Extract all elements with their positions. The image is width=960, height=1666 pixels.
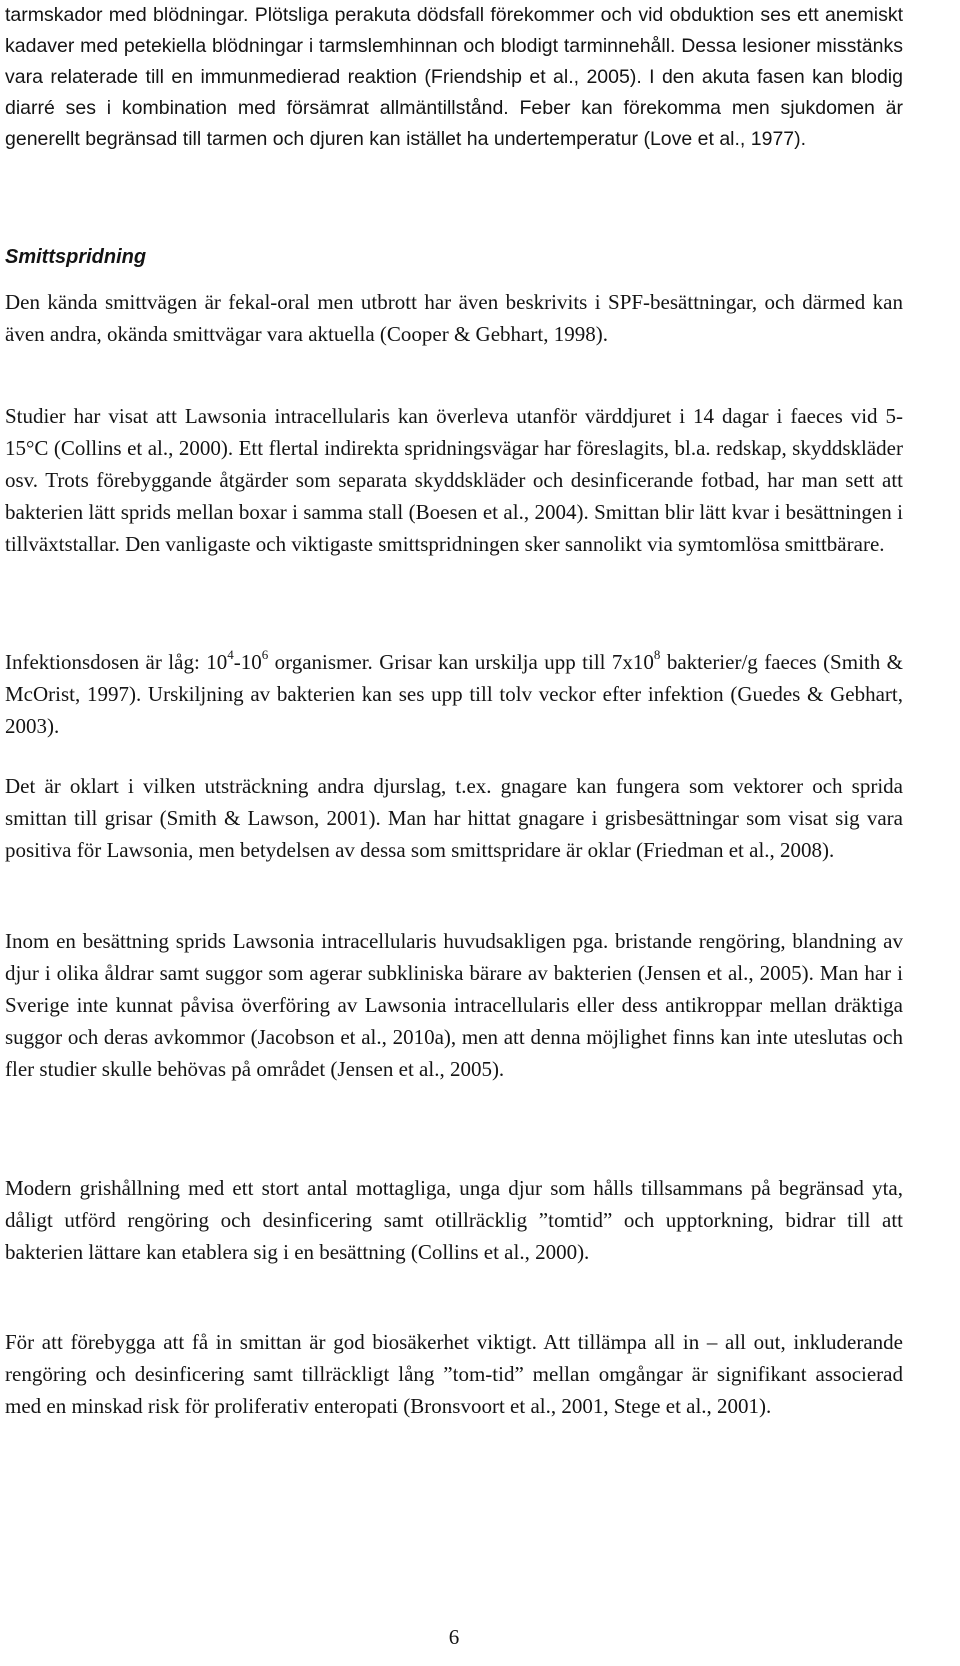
- paragraph-transmission-route: Den kända smittvägen är fekal-oral men utbrott har även beskrivits i SPF-besättningar, och därmed kan även andra, okända smittvägar vara aktuella (Cooper & Gebhart, 1998).: [5, 290, 903, 346]
- paragraph-modern-farming: Modern grishållning med ett stort antal mottagliga, unga djur som hålls tillsammans på begränsad yta, dåligt utförd rengöring och desinficering samt otillräcklig ”tomtid” och upptorkning, bidrar till att bakterien lättare kan etablera sig i en besättning (Collins et al., 2000).: [5, 1176, 903, 1264]
- paragraph-vectors: Det är oklart i vilken utsträckning andra djurslag, t.ex. gnagare kan fungera som vektorer och sprida smittan till grisar (Smith & Lawson, 2001). Man har hittat gnagare i grisbesättningar som visat sig vara positiva för Lawsonia, men betydelsen av dessa som smittspridare är oklar (Friedman et al., 2008).: [5, 774, 903, 862]
- page-number: 6: [448, 1625, 460, 1649]
- dose-exponent-1: 4: [227, 647, 234, 662]
- dose-exponent-2: 6: [261, 647, 269, 662]
- dose-text-3: organismer. Grisar kan urskilja upp till 7x10: [268, 650, 654, 674]
- dose-text-2: -10: [233, 650, 262, 674]
- dose-text-4: bakterier/g faeces (Smith & McOrist, 1997). Urskiljning av bakterien kan ses upp till tolv veckor efter infektion (Guedes & Gebhart, 2003).: [5, 650, 903, 738]
- paragraph-within-herd: Inom en besättning sprids Lawsonia intracellularis huvudsakligen pga. bristande rengöring, blandning av djur i olika åldrar samt suggor som agerar subkliniska bärare av bakterien (Jensen et al., 2005). Man har i Sverige inte kunnat påvisa överföring av Lawsonia intracellularis eller dess antikroppar mellan dräktiga suggor och deras avkommor (Jacobson et al., 2010a), men att denna möjlighet finns kan inte uteslutas och fler studier skulle behövas på området (Jensen et al., 2005).: [5, 929, 903, 1081]
- dose-text-1: Infektionsdosen är låg: 10: [5, 650, 228, 674]
- dose-exponent-3: 8: [653, 647, 661, 662]
- paragraph-biosecurity: För att förebygga att få in smittan är god biosäkerhet viktigt. Att tillämpa all in – all out, inkluderande rengöring och desinficering samt tillräckligt lång ”tom-tid” mellan omgångar är signifikant associerad med en minskad risk för proliferativ enteropati (Bronsvoort et al., 2001, Stege et al., 2001).: [5, 1330, 903, 1418]
- paragraph-infection-dose: [5, 646, 903, 742]
- intro-paragraph: tarmskador med blödningar. Plötsliga perakuta dödsfall förekommer och vid obduktion ses ett anemiskt kadaver med petekiella blödningar i tarmslemhinnan och blodigt tarminnehåll. Dessa lesioner misstänks vara relaterade till en immunmedierad reaktion (Friendship et al., 2005). I den akuta fasen kan blodig diarré ses i kombination med försämrat allmäntillstånd. Feber kan förekomma men sjukdomen är generellt begränsad till tarmen och djuren kan istället ha undertemperatur (Love et al., 1977).: [5, 4, 903, 150]
- paragraph-survival-spread: Studier har visat att Lawsonia intracellularis kan överleva utanför värddjuret i 14 dagar i faeces vid 5-15°C (Collins et al., 2000). Ett flertal indirekta spridningsvägar har föreslagits, bl.a. redskap, skyddskläder osv. Trots förebyggande åtgärder som separata skyddskläder och desinficerande fotbad, har man sett att bakterien lätt sprids mellan boxar i samma stall (Boesen et al., 2004). Smittan blir lätt kvar i besättningen i tillväxtstallar. Den vanligaste och viktigaste smittspridningen sker sannolikt via symtomlösa smittbärare.: [5, 404, 903, 556]
- section-heading-smittspridning: Smittspridning: [5, 246, 147, 268]
